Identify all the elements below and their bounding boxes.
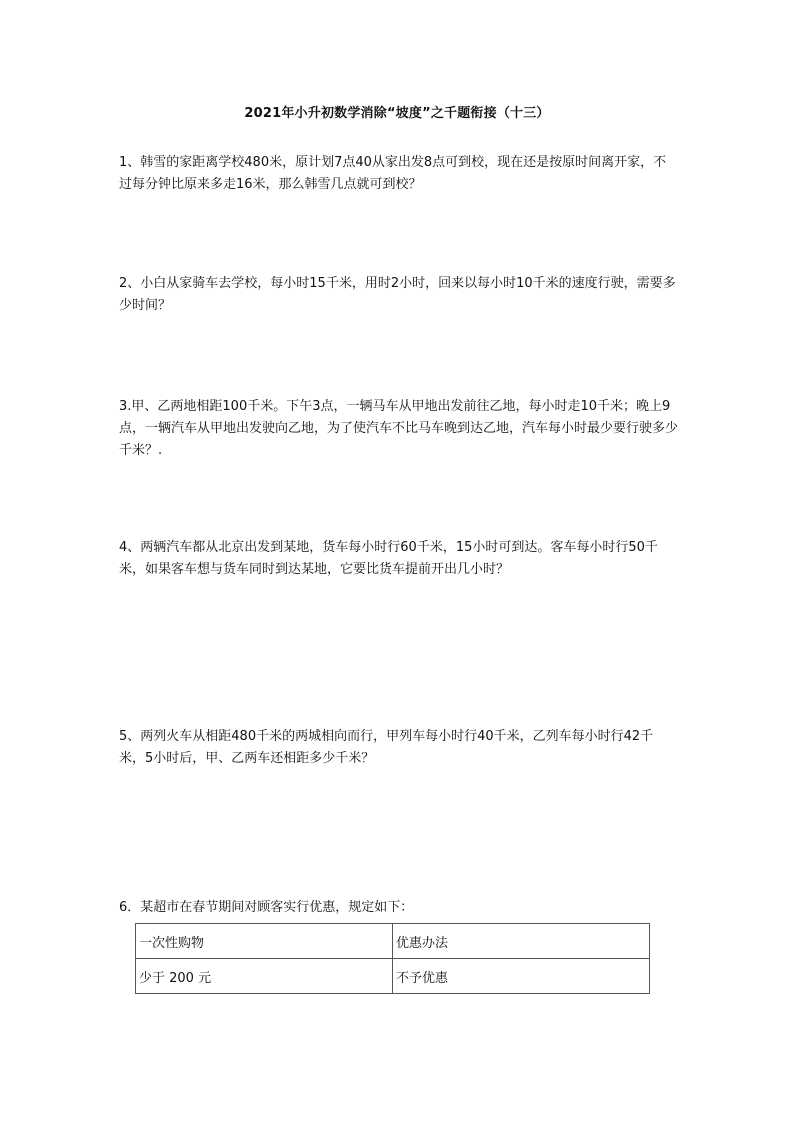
table-row — [136, 959, 650, 994]
question-2: 2、小白从家骑车去学校，每小时15千米，用时2小时，回来以每小时10千米的速度行驶，需要多少时间？ — [119, 276, 676, 313]
table-header-cell: 一次性购物 — [136, 924, 393, 959]
question-6: 6．某超市在春节期间对顾客实行优惠，规定如下： — [119, 900, 414, 915]
table-cell: 不予优惠 — [393, 959, 650, 994]
discount-table — [135, 923, 650, 994]
question-3: 3.甲、乙两地相距100千米。下午3点，一辆马车从甲地出发前往乙地，每小时走10千米；晚上9点，一辆汽车从甲地出发驶向乙地，为了使汽车不比马车晚到达乙地，汽车每小时最少要行驶多少千米？. — [119, 399, 679, 458]
table-cell: 少于 200 元 — [136, 959, 393, 994]
table-header-cell: 优惠办法 — [393, 924, 650, 959]
table-header-row — [136, 924, 650, 959]
question-1: 1、韩雪的家距离学校480米，原计划7点40从家出发8点可到校，现在还是按原时间离开家，不过每分钟比原来多走16米，那么韩雪几点就可到校？ — [119, 155, 667, 192]
question-5: 5、两列火车从相距480千米的两城相向而行，甲列车每小时行40千米，乙列车每小时行42千米，5小时后，甲、乙两车还相距多少千米？ — [119, 729, 654, 766]
page-title: 2021年小升初数学消除“坡度”之千题衔接（十三） — [244, 106, 550, 121]
question-4: 4、两辆汽车都从北京出发到某地，货车每小时行60千米，15小时可到达。客车每小时行50千米，如果客车想与货车同时到达某地，它要比货车提前开出几小时？ — [119, 540, 658, 577]
